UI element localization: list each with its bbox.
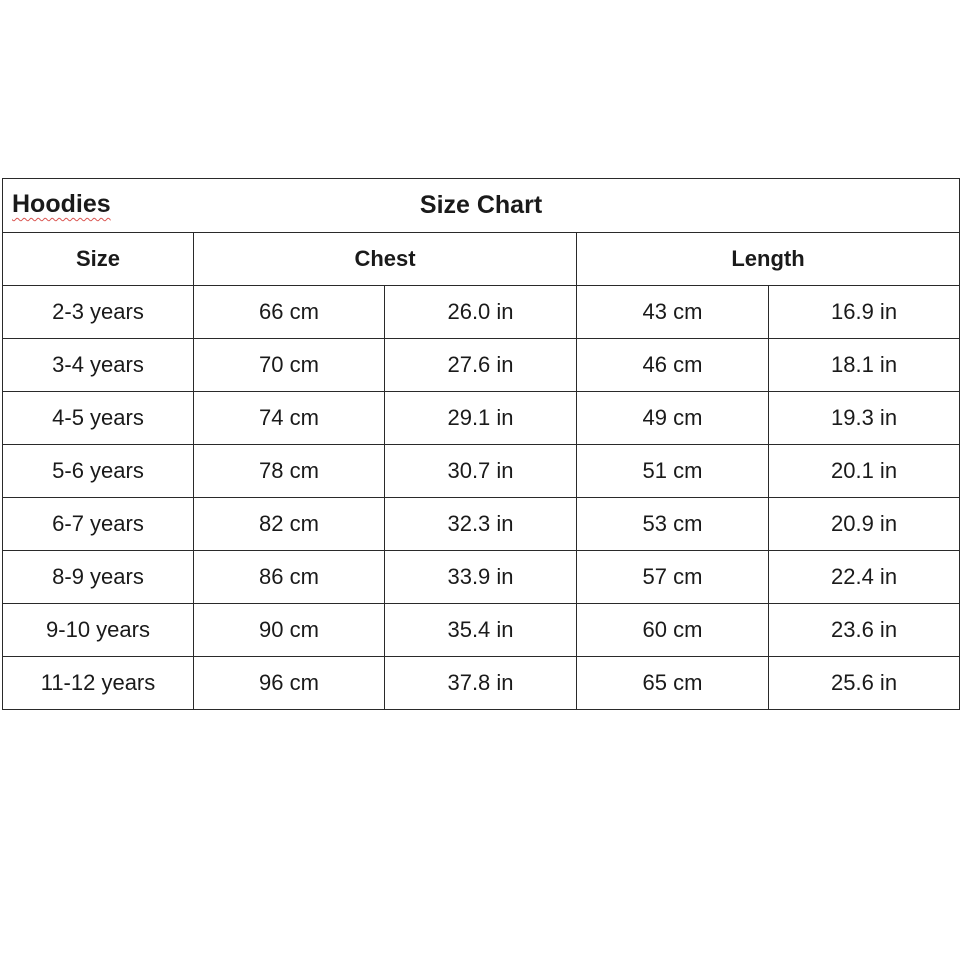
size-cell: 9-10 years (3, 604, 194, 657)
length-cm-cell: 53 cm (577, 498, 769, 551)
size-cell: 4-5 years (3, 392, 194, 445)
chest-in-cell: 30.7 in (385, 445, 577, 498)
chest-in-cell: 26.0 in (385, 286, 577, 339)
title-cell (3, 179, 960, 233)
length-header: Length (577, 233, 960, 286)
length-cm-cell: 46 cm (577, 339, 769, 392)
chest-cm-cell: 70 cm (194, 339, 385, 392)
chest-cm-cell: 86 cm (194, 551, 385, 604)
chest-cm-cell: 82 cm (194, 498, 385, 551)
chest-cm-cell: 90 cm (194, 604, 385, 657)
length-in-cell: 18.1 in (769, 339, 960, 392)
table-row (3, 551, 960, 604)
size-cell: 6-7 years (3, 498, 194, 551)
length-cm-cell: 60 cm (577, 604, 769, 657)
size-cell: 8-9 years (3, 551, 194, 604)
length-cm-cell: 51 cm (577, 445, 769, 498)
chest-header: Chest (194, 233, 577, 286)
header-row (3, 233, 960, 286)
length-in-cell: 19.3 in (769, 392, 960, 445)
size-chart-table (2, 178, 960, 710)
chest-in-cell: 29.1 in (385, 392, 577, 445)
size-cell: 3-4 years (3, 339, 194, 392)
length-in-cell: 22.4 in (769, 551, 960, 604)
size-cell: 5-6 years (3, 445, 194, 498)
title-row (3, 179, 960, 233)
length-in-cell: 20.1 in (769, 445, 960, 498)
chest-cm-cell: 78 cm (194, 445, 385, 498)
size-cell: 11-12 years (3, 657, 194, 710)
chest-in-cell: 37.8 in (385, 657, 577, 710)
chest-in-cell: 35.4 in (385, 604, 577, 657)
chest-in-cell: 32.3 in (385, 498, 577, 551)
length-cm-cell: 57 cm (577, 551, 769, 604)
length-in-cell: 23.6 in (769, 604, 960, 657)
length-in-cell: 25.6 in (769, 657, 960, 710)
size-cell: 2-3 years (3, 286, 194, 339)
length-cm-cell: 65 cm (577, 657, 769, 710)
table-row (3, 657, 960, 710)
chest-cm-cell: 96 cm (194, 657, 385, 710)
table-row (3, 286, 960, 339)
table-row (3, 604, 960, 657)
length-in-cell: 20.9 in (769, 498, 960, 551)
length-cm-cell: 49 cm (577, 392, 769, 445)
length-cm-cell: 43 cm (577, 286, 769, 339)
table-row (3, 445, 960, 498)
table-row (3, 392, 960, 445)
chest-cm-cell: 66 cm (194, 286, 385, 339)
chart-title: Size Chart (419, 191, 543, 219)
size-header: Size (3, 233, 194, 286)
table-row (3, 498, 960, 551)
chest-in-cell: 33.9 in (385, 551, 577, 604)
chest-in-cell: 27.6 in (385, 339, 577, 392)
table-row (3, 339, 960, 392)
chest-cm-cell: 74 cm (194, 392, 385, 445)
product-title: Hoodies (12, 190, 111, 218)
length-in-cell: 16.9 in (769, 286, 960, 339)
